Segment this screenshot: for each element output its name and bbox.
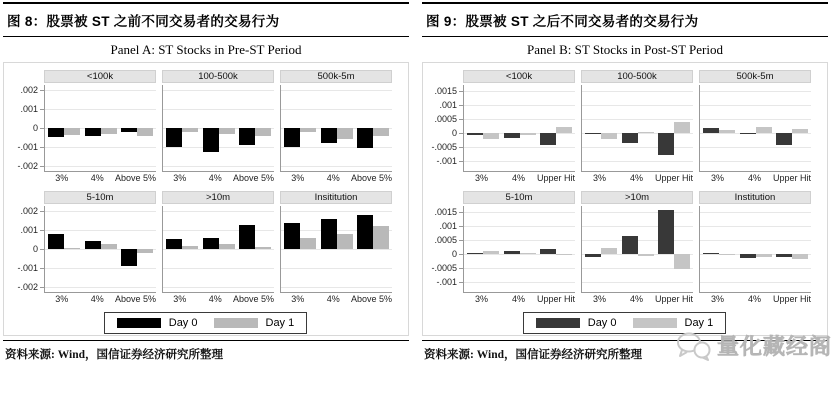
bar-day1 <box>756 254 772 257</box>
bar-day0 <box>467 253 483 254</box>
legend-label-day1: Day 1 <box>684 317 714 329</box>
bar-day0 <box>203 238 219 249</box>
bar-day0 <box>166 239 182 249</box>
bar-day1 <box>182 128 198 132</box>
x-tick-label: 4% <box>629 294 643 304</box>
gridline <box>45 268 156 269</box>
y-tick-label: .001 <box>20 103 38 114</box>
x-axis-labels <box>699 293 811 306</box>
x-tick-label: 4% <box>511 173 525 183</box>
gridline <box>582 212 693 213</box>
source-note: 资料来源: Wind，国信证券经济研究所整理 <box>5 349 223 361</box>
y-tick-label: -.001 <box>17 142 38 153</box>
gridline <box>163 230 274 231</box>
bar-day0 <box>540 249 556 254</box>
subplot-title: 5-10m <box>463 191 575 204</box>
bar-day1 <box>792 254 808 259</box>
x-axis-labels <box>280 172 392 185</box>
subplot-insititution <box>280 191 392 306</box>
legend-swatch-day1 <box>214 318 258 328</box>
figure-9-panel <box>419 0 838 367</box>
y-tick-label: .001 <box>439 99 457 110</box>
gridline <box>45 287 156 288</box>
x-tick-label: Upper Hit <box>773 173 812 183</box>
bar-day0 <box>284 128 300 147</box>
legend-label-day0: Day 0 <box>168 317 198 329</box>
figure-8-chart-area <box>3 62 409 336</box>
plot-area <box>162 85 274 172</box>
gridline <box>464 268 575 269</box>
subplot-title: >10m <box>581 191 693 204</box>
bar-day0 <box>740 133 756 134</box>
bar-day0 <box>658 133 674 156</box>
bar-day1 <box>373 128 389 136</box>
plot-area <box>280 206 392 293</box>
x-tick-label: Upper Hit <box>655 173 694 183</box>
figure-8-heading: 图 8：股票被 ST 之前不同交易者的交易行为 <box>7 14 280 29</box>
bar-day0 <box>85 241 101 249</box>
bar-day1 <box>601 248 617 254</box>
source-note: 资料来源: Wind，国信证券经济研究所整理 <box>424 349 642 361</box>
y-tick-label: .001 <box>439 220 457 231</box>
bar-day1 <box>255 247 271 249</box>
y-tick-label: -.002 <box>17 161 38 172</box>
gridline <box>45 211 156 212</box>
x-axis-labels <box>44 172 156 185</box>
y-tick-label: 0 <box>451 248 457 259</box>
subplot-title: Institution <box>699 191 811 204</box>
gridline <box>281 249 392 250</box>
legend-wrap <box>6 312 405 334</box>
legend <box>104 312 308 334</box>
bar-day1 <box>337 128 353 139</box>
bar-day1 <box>101 244 117 249</box>
gridline <box>582 282 693 283</box>
x-tick-label: 4% <box>747 173 761 183</box>
gridline <box>281 109 392 110</box>
y-tick-label: 0 <box>32 244 38 254</box>
chat-bubbles-logo-icon <box>676 331 712 361</box>
x-tick-label: 3% <box>55 294 69 304</box>
panel-b-title: Panel B: ST Stocks in Post-ST Period <box>527 42 723 57</box>
y-axis <box>6 70 44 185</box>
gridline <box>700 119 811 120</box>
gridline <box>45 90 156 91</box>
gridline <box>700 282 811 283</box>
bar-day1 <box>520 133 536 135</box>
gridline <box>700 133 811 134</box>
subplot--10m <box>162 191 274 306</box>
subplot-100-500k <box>581 70 693 185</box>
x-tick-label: 4% <box>208 294 222 304</box>
plot-area <box>581 206 693 293</box>
bar-day1 <box>638 254 654 256</box>
chart-row <box>6 70 405 185</box>
gridline <box>700 147 811 148</box>
x-axis-labels <box>581 293 693 306</box>
chart-row <box>425 70 824 185</box>
gridline <box>163 90 274 91</box>
plot-area <box>699 206 811 293</box>
gridline <box>582 119 693 120</box>
x-tick-label: 3% <box>173 294 187 304</box>
bar-day0 <box>239 225 255 249</box>
plot-area <box>463 206 575 293</box>
watermark-text: 量化藏经阁 <box>716 334 832 359</box>
gridline <box>163 166 274 167</box>
gridline <box>281 147 392 148</box>
x-axis-labels <box>699 172 811 185</box>
x-axis-labels <box>463 293 575 306</box>
bar-day0 <box>740 254 756 258</box>
gridline <box>700 212 811 213</box>
bar-day0 <box>166 128 182 147</box>
bar-day1 <box>638 132 654 133</box>
subplot-institution <box>699 191 811 306</box>
bar-day1 <box>556 254 572 255</box>
bar-day1 <box>101 128 117 134</box>
bar-day1 <box>674 254 690 269</box>
bar-day0 <box>321 219 337 249</box>
gridline <box>582 105 693 106</box>
bar-day0 <box>622 236 638 254</box>
y-tick-label: .002 <box>20 205 38 216</box>
x-tick-label: 4% <box>90 173 104 183</box>
x-tick-label: 3% <box>474 173 488 183</box>
plot-area <box>162 206 274 293</box>
y-tick-label: .0015 <box>434 85 457 96</box>
gridline <box>163 287 274 288</box>
x-tick-label: 4% <box>326 173 340 183</box>
y-tick-label: -.0005 <box>431 263 457 274</box>
plot-area <box>581 85 693 172</box>
gridline <box>281 211 392 212</box>
y-tick-label: .001 <box>20 224 38 235</box>
bar-day0 <box>203 128 219 152</box>
gridline <box>45 147 156 148</box>
subplot-grid <box>6 70 405 306</box>
watermark <box>676 330 832 361</box>
gridline <box>45 230 156 231</box>
bar-day0 <box>776 254 792 257</box>
heading-rule <box>422 36 828 37</box>
subplot-5-10m <box>44 191 156 306</box>
bar-day1 <box>137 128 153 136</box>
x-tick-label: 3% <box>55 173 69 183</box>
legend-swatch-day0 <box>536 318 580 328</box>
bar-day1 <box>64 128 80 135</box>
gridline <box>464 240 575 241</box>
gridline <box>464 119 575 120</box>
x-tick-label: 3% <box>592 173 606 183</box>
y-tick-label: -.002 <box>17 282 38 293</box>
bar-day0 <box>703 253 719 254</box>
bar-day1 <box>520 253 536 254</box>
bar-day1 <box>756 127 772 133</box>
gridline <box>700 105 811 106</box>
bar-day1 <box>219 128 235 134</box>
x-tick-label: Upper Hit <box>537 294 576 304</box>
x-tick-label: 3% <box>291 173 305 183</box>
bar-day0 <box>284 223 300 249</box>
subplot-title: 500k-5m <box>280 70 392 83</box>
x-tick-label: 4% <box>90 294 104 304</box>
y-tick-label: 0 <box>32 123 38 133</box>
y-tick-label: -.001 <box>436 156 457 167</box>
y-tick-label: -.0005 <box>431 142 457 153</box>
subplot-title: <100k <box>44 70 156 83</box>
x-tick-label: 3% <box>592 294 606 304</box>
bar-day0 <box>585 254 601 257</box>
gridline <box>163 249 274 250</box>
subplot--100k <box>463 70 575 185</box>
plot-area <box>699 85 811 172</box>
x-tick-label: 3% <box>474 294 488 304</box>
y-axis <box>425 191 463 306</box>
x-tick-label: 4% <box>326 294 340 304</box>
legend-swatch-day1 <box>633 318 677 328</box>
gridline <box>163 268 274 269</box>
x-tick-label: Above 5% <box>114 294 156 304</box>
bar-day0 <box>776 133 792 145</box>
bar-day0 <box>504 133 520 138</box>
subplot-title: 100-500k <box>162 70 274 83</box>
x-tick-label: Above 5% <box>114 173 156 183</box>
x-axis-labels <box>162 293 274 306</box>
gridline <box>163 211 274 212</box>
y-tick-label: .0005 <box>434 113 457 124</box>
plot-area <box>280 85 392 172</box>
gridline <box>45 166 156 167</box>
subplot-grid <box>425 70 824 306</box>
bar-day1 <box>300 238 316 249</box>
bar-day1 <box>137 249 153 253</box>
x-tick-label: 3% <box>710 173 724 183</box>
subplot-5-10m <box>463 191 575 306</box>
legend-swatch-day0 <box>117 318 161 328</box>
x-axis-labels <box>44 293 156 306</box>
plot-area <box>44 85 156 172</box>
gridline <box>45 109 156 110</box>
x-tick-label: 4% <box>747 294 761 304</box>
x-tick-label: 3% <box>291 294 305 304</box>
figure-9-chart-area <box>422 62 828 336</box>
bar-day0 <box>357 215 373 249</box>
gridline <box>464 212 575 213</box>
gridline <box>163 109 274 110</box>
gridline <box>464 91 575 92</box>
bar-day1 <box>556 127 572 133</box>
bar-day0 <box>467 133 483 135</box>
gridline <box>464 105 575 106</box>
bar-day1 <box>483 133 499 139</box>
legend-label-day1: Day 1 <box>265 317 295 329</box>
y-tick-label: .002 <box>20 84 38 95</box>
subplot-title: Insititution <box>280 191 392 204</box>
x-tick-label: 4% <box>511 294 525 304</box>
subplot-100-500k <box>162 70 274 185</box>
gridline <box>582 147 693 148</box>
plot-area <box>44 206 156 293</box>
y-tick-label: .0015 <box>434 206 457 217</box>
gridline <box>700 268 811 269</box>
bar-day0 <box>48 234 64 249</box>
bar-day1 <box>182 246 198 249</box>
legend-label-day0: Day 0 <box>587 317 617 329</box>
gridline <box>700 161 811 162</box>
heading-rule <box>3 36 409 37</box>
x-tick-label: 4% <box>208 173 222 183</box>
subplot-title: <100k <box>463 70 575 83</box>
bar-day0 <box>85 128 101 136</box>
y-tick-label: .0005 <box>434 234 457 245</box>
subplot-500k-5m <box>280 70 392 185</box>
bar-day1 <box>483 251 499 254</box>
subplot--100k <box>44 70 156 185</box>
chart-row <box>425 191 824 306</box>
bar-day0 <box>585 133 601 134</box>
gridline <box>464 147 575 148</box>
chart-row <box>6 191 405 306</box>
bar-day0 <box>239 128 255 145</box>
x-axis-labels <box>581 172 693 185</box>
x-tick-label: 3% <box>173 173 187 183</box>
gridline <box>281 90 392 91</box>
gridline <box>464 282 575 283</box>
bar-day1 <box>719 254 735 255</box>
bar-day1 <box>792 129 808 133</box>
subplot-title: 500k-5m <box>699 70 811 83</box>
x-tick-label: Above 5% <box>232 294 274 304</box>
y-tick-label: -.001 <box>17 263 38 274</box>
gridline <box>464 161 575 162</box>
gridline <box>700 91 811 92</box>
y-tick-label: 0 <box>451 127 457 138</box>
subplot-title: 100-500k <box>581 70 693 83</box>
bar-day1 <box>373 226 389 249</box>
bar-day0 <box>321 128 337 143</box>
x-tick-label: Above 5% <box>350 173 392 183</box>
bar-day1 <box>601 133 617 139</box>
bar-day0 <box>357 128 373 148</box>
x-tick-label: 3% <box>710 294 724 304</box>
bar-day0 <box>703 128 719 133</box>
gridline <box>700 240 811 241</box>
gridline <box>582 161 693 162</box>
gridline <box>700 226 811 227</box>
bar-day0 <box>504 251 520 254</box>
x-tick-label: Upper Hit <box>773 294 812 304</box>
x-axis-labels <box>280 293 392 306</box>
bar-day1 <box>64 248 80 249</box>
subplot-title: >10m <box>162 191 274 204</box>
subplot-title: 5-10m <box>44 191 156 204</box>
gridline <box>281 287 392 288</box>
gridline <box>582 91 693 92</box>
x-axis-labels <box>463 172 575 185</box>
y-tick-label: -.001 <box>436 277 457 288</box>
gridline <box>464 226 575 227</box>
y-axis <box>6 191 44 306</box>
x-tick-label: Upper Hit <box>537 173 576 183</box>
gridline <box>163 147 274 148</box>
bar-day1 <box>337 234 353 249</box>
gridline <box>582 226 693 227</box>
figure-8-panel <box>0 0 419 367</box>
x-tick-label: Above 5% <box>350 294 392 304</box>
gridline <box>281 268 392 269</box>
plot-area <box>463 85 575 172</box>
bar-day1 <box>300 128 316 132</box>
gridline <box>281 166 392 167</box>
x-tick-label: Upper Hit <box>655 294 694 304</box>
x-axis-labels <box>162 172 274 185</box>
x-tick-label: 4% <box>629 173 643 183</box>
bar-day0 <box>658 210 674 254</box>
bar-day1 <box>219 244 235 249</box>
bar-day0 <box>48 128 64 137</box>
y-axis <box>425 70 463 185</box>
bar-day0 <box>121 128 137 132</box>
x-tick-label: Above 5% <box>232 173 274 183</box>
gridline <box>582 240 693 241</box>
subplot-500k-5m <box>699 70 811 185</box>
bar-day1 <box>674 122 690 133</box>
bar-day1 <box>255 128 271 136</box>
bar-day1 <box>719 130 735 133</box>
subplot--10m <box>581 191 693 306</box>
bar-day0 <box>622 133 638 143</box>
panel-a-title: Panel A: ST Stocks in Pre-ST Period <box>110 42 302 57</box>
bar-day0 <box>540 133 556 145</box>
figure-9-heading: 图 9：股票被 ST 之后不同交易者的交易行为 <box>426 14 699 29</box>
bar-day0 <box>121 249 137 266</box>
